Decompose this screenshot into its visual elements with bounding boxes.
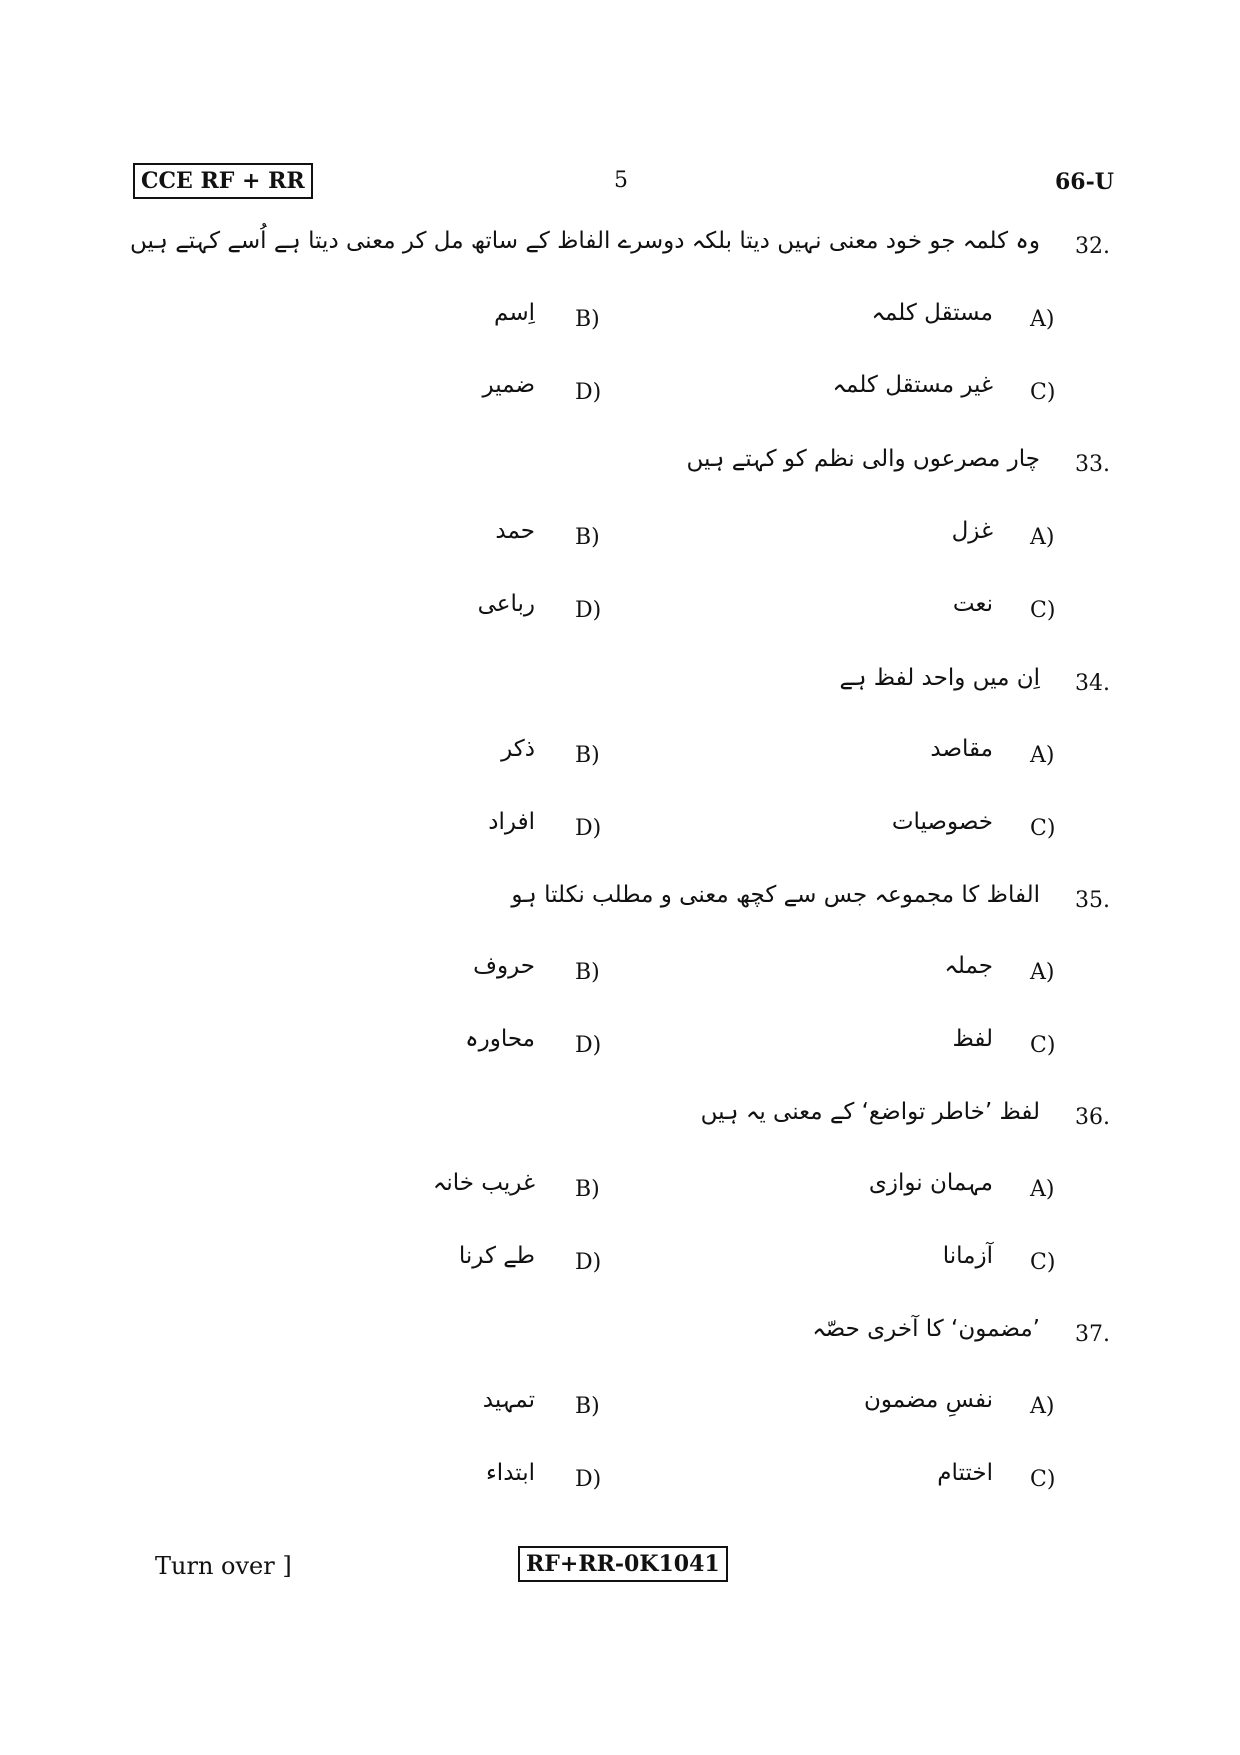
option-label-b: B) [575, 525, 600, 550]
paper-code: 66-U [1055, 169, 1114, 195]
option-d: طے کرنا [458, 1243, 535, 1269]
option-b: اِسم [494, 300, 535, 326]
option-b: حروف [473, 953, 535, 979]
question-stem: الفاظ کا مجموعہ جس سے کچھ معنی و مطلب نکلتا ہو [511, 882, 1040, 908]
option-c: اختتام [937, 1460, 993, 1486]
turn-over-note: Turn over ] [155, 1552, 292, 1580]
option-label-b: B) [575, 743, 600, 768]
option-label-a: A) [1030, 743, 1055, 768]
option-a: نفسِ مضمون [863, 1387, 993, 1413]
option-d: محاورہ [465, 1026, 535, 1052]
option-c: غیر مستقل کلمہ [832, 372, 993, 398]
option-label-c: C) [1030, 380, 1056, 405]
option-label-c: C) [1030, 1250, 1056, 1275]
option-label-c: C) [1030, 1033, 1056, 1058]
page-number: 5 [614, 168, 628, 193]
option-b: تمہید [482, 1387, 535, 1413]
option-c: خصوصیات [891, 809, 993, 835]
option-label-c: C) [1030, 816, 1056, 841]
option-label-d: D) [575, 1250, 602, 1275]
subject-code-box: CCE RF + RR [133, 163, 313, 199]
option-c: آزمانا [942, 1243, 993, 1269]
question-stem: اِن میں واحد لفظ ہے [839, 665, 1040, 691]
option-label-b: B) [575, 960, 600, 985]
question-number: 32. [1075, 234, 1110, 259]
option-a: مہمان نوازی [868, 1170, 993, 1196]
option-a: جملہ [944, 953, 993, 979]
option-label-b: B) [575, 1177, 600, 1202]
booklet-code-box: RF+RR-0K1041 [518, 1546, 728, 1582]
option-d: رباعی [477, 591, 535, 617]
option-label-a: A) [1030, 1177, 1055, 1202]
option-b: ذکر [501, 736, 535, 762]
option-label-a: A) [1030, 307, 1055, 332]
option-c: نعت [952, 591, 993, 617]
option-label-d: D) [575, 816, 602, 841]
option-label-b: B) [575, 1394, 600, 1419]
question-stem: چار مصرعوں والی نظم کو کہتے ہیں [686, 446, 1040, 472]
option-a: غزل [951, 518, 993, 544]
option-a: مقاصد [930, 736, 993, 762]
question-stem: ’مضمون‘ کا آخری حصّہ [812, 1316, 1040, 1342]
option-label-c: C) [1030, 598, 1056, 623]
option-label-a: A) [1030, 960, 1055, 985]
option-label-d: D) [575, 598, 602, 623]
option-label-d: D) [575, 380, 602, 405]
option-d: ابتداء [485, 1460, 535, 1486]
option-label-c: C) [1030, 1467, 1056, 1492]
option-b: غریب خانہ [432, 1170, 535, 1196]
option-label-a: A) [1030, 1394, 1055, 1419]
option-label-a: A) [1030, 525, 1055, 550]
option-d: ضمیر [482, 372, 535, 398]
question-number: 35. [1075, 888, 1110, 913]
question-number: 36. [1075, 1105, 1110, 1130]
option-a: مستقل کلمہ [871, 300, 993, 326]
option-d: افراد [488, 809, 535, 835]
question-stem: وہ کلمہ جو خود معنی نہیں دیتا بلکہ دوسرے الفاظ کے ساتھ مل کر معنی دیتا ہے اُسے کہتے ہیں [129, 228, 1040, 254]
question-stem: لفظ ’خاطر تواضع‘ کے معنی یہ ہیں [700, 1099, 1040, 1125]
question-number: 33. [1075, 452, 1110, 477]
question-number: 37. [1075, 1322, 1110, 1347]
option-c: لفظ [952, 1026, 993, 1052]
option-label-b: B) [575, 307, 600, 332]
option-label-d: D) [575, 1033, 602, 1058]
question-number: 34. [1075, 671, 1110, 696]
option-b: حمد [495, 518, 535, 544]
option-label-d: D) [575, 1467, 602, 1492]
